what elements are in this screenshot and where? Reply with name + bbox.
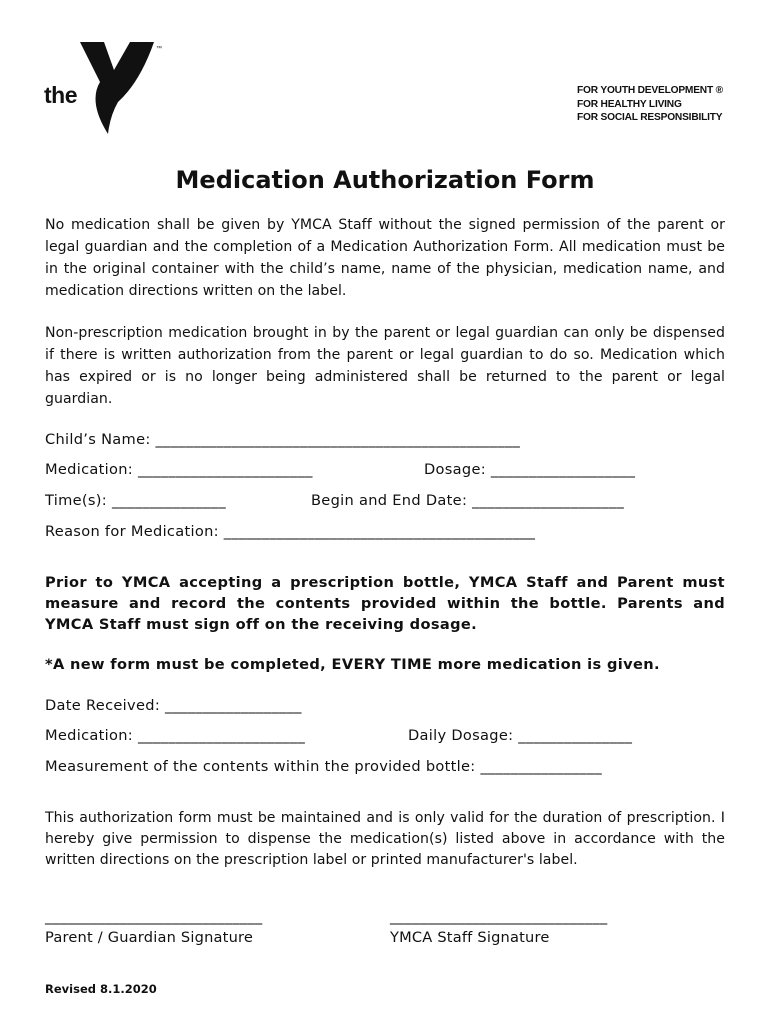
staff-signature-label: YMCA Staff Signature: [390, 929, 550, 946]
medication-received-field[interactable]: Medication: ______________________: [45, 727, 306, 744]
dosage-field[interactable]: Dosage: ___________________: [424, 461, 636, 478]
ymca-y-mark: [80, 42, 164, 134]
reason-field[interactable]: Reason for Medication: _________________________________________: [45, 523, 536, 540]
page-title: Medication Authorization Form: [175, 166, 595, 194]
logo-ymca-text: YMCA: [120, 94, 141, 119]
tagline-line: FOR SOCIAL RESPONSIBILITY: [577, 112, 723, 123]
parent-signature-line[interactable]: _____________________________: [45, 908, 263, 925]
medication-field[interactable]: Medication: _______________________: [45, 461, 313, 478]
daily-dosage-field[interactable]: Daily Dosage: _______________: [408, 727, 633, 744]
logo-trademark: ™: [156, 46, 162, 52]
begin-end-date-field[interactable]: Begin and End Date: ____________________: [311, 492, 625, 509]
measurement-field[interactable]: Measurement of the contents within the provided bottle: ________________: [45, 758, 603, 775]
tagline-line: FOR YOUTH DEVELOPMENT ®: [577, 85, 723, 96]
revised-date: Revised 8.1.2020: [45, 982, 157, 996]
ymca-logo: [44, 42, 164, 134]
staff-signature-line[interactable]: _____________________________: [390, 908, 608, 925]
tagline: [577, 84, 723, 125]
intro-paragraph: No medication shall be given by YMCA Staff without the signed permission of the parent or legal guardian and the completion of a Medication Authorization Form. All medication must be in the original container with the child’s name, name of the physician, medication name, and medication directions written on the label.: [45, 217, 725, 299]
closing-paragraph: This authorization form must be maintained and is only valid for the duration of prescription. I hereby give permission to dispense the medication(s) listed above in accordance with the written directions on the prescription label or printed manufacturer's label.: [45, 810, 725, 868]
prescription-notice: Prior to YMCA accepting a prescription bottle, YMCA Staff and Parent must measure and record the contents provided within the bottle. Parents and YMCA Staff must sign off on the receiving dosage.: [45, 574, 725, 633]
date-received-field[interactable]: Date Received: __________________: [45, 697, 302, 714]
logo-the-text: the: [44, 82, 77, 108]
times-field[interactable]: Time(s): _______________: [45, 492, 226, 509]
child-name-field[interactable]: Child’s Name: ________________________________________________: [45, 431, 521, 448]
new-form-notice: *A new form must be completed, EVERY TIME more medication is given.: [45, 656, 660, 673]
tagline-line: FOR HEALTHY LIVING: [577, 98, 682, 110]
parent-signature-label: Parent / Guardian Signature: [45, 929, 254, 946]
non-prescription-paragraph: Non-prescription medication brought in by the parent or legal guardian can only be dispensed if there is written authorization from the parent or legal guardian to do so. Medication which has expired or is no longer being administered shall be returned to the parent or legal guardian.: [45, 325, 725, 407]
